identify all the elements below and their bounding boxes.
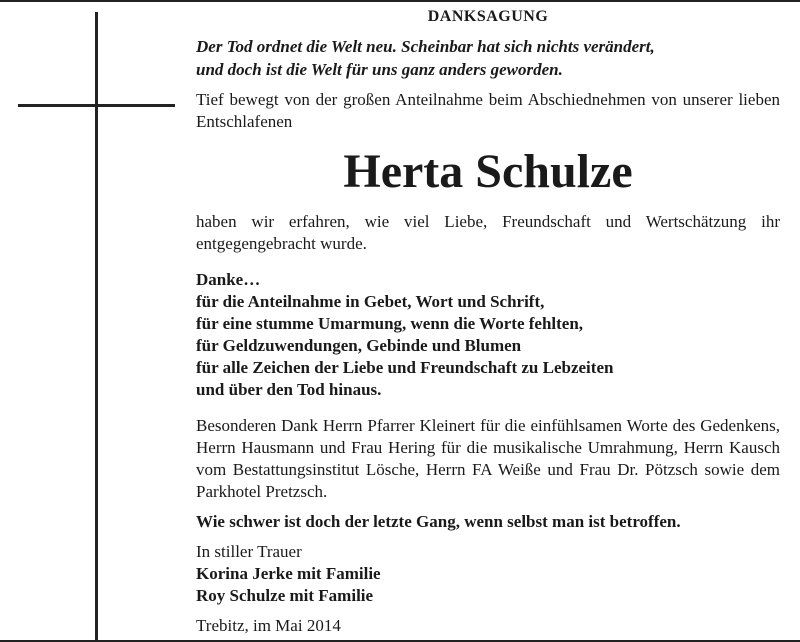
cross-icon-horizontal [18, 104, 175, 107]
notice-heading: DANKSAGUNG [427, 8, 549, 25]
after-name-text: haben wir erfahren, wie viel Liebe, Freundschaft und Wertschätzung ihr entgegengebracht wurde. [196, 212, 780, 253]
place-date: Trebitz, im Mai 2014 [196, 616, 341, 635]
quote-line: Der Tod ordnet die Welt neu. Scheinbar hat sich nichts verändert, [196, 37, 655, 56]
quote-line: und doch ist die Welt für uns ganz anders geworden. [196, 60, 563, 79]
thanks-line: für die Anteilnahme in Gebet, Wort und Schrift, [196, 292, 545, 311]
thanks-line: für alle Zeichen der Liebe und Freundschaft zu Lebzeiten [196, 358, 614, 377]
signatory: Korina Jerke mit Familie [196, 564, 381, 583]
signature-block [196, 541, 780, 607]
thanks-list [196, 269, 780, 401]
thanks-line: für eine stumme Umarmung, wenn die Worte fehlten, [196, 314, 584, 333]
quote [196, 35, 780, 81]
top-border [0, 0, 800, 2]
mourning-label: In stiller Trauer [196, 542, 302, 561]
deceased-name: Herta Schulze [343, 145, 633, 198]
thanks-line: für Geldzuwendungen, Gebinde und Blumen [196, 336, 522, 355]
thanks-line: und über den Tod hinaus. [196, 380, 382, 399]
intro-text: Tief bewegt von der großen Anteilnahme beim Abschiednehmen von unserer lieben Entschlafenen [196, 90, 780, 131]
notice-content [196, 6, 780, 637]
closing-line: Wie schwer ist doch der letzte Gang, wenn selbst man ist betroffen. [196, 512, 681, 531]
thanks-line: Danke… [196, 270, 261, 289]
special-thanks-text: Besonderen Dank Herrn Pfarrer Kleinert für die einfühlsamen Worte des Gedenkens, Herrn Hausmann und Frau Hering für die musikalische Umrahmung, Herrn Kausch vom Bestattungsinstitut Lösche, Herrn FA Weiße und Frau Dr. Pötzsch sowie dem Parkhotel Pretzsch. [196, 416, 780, 501]
signatory: Roy Schulze mit Familie [196, 586, 374, 605]
